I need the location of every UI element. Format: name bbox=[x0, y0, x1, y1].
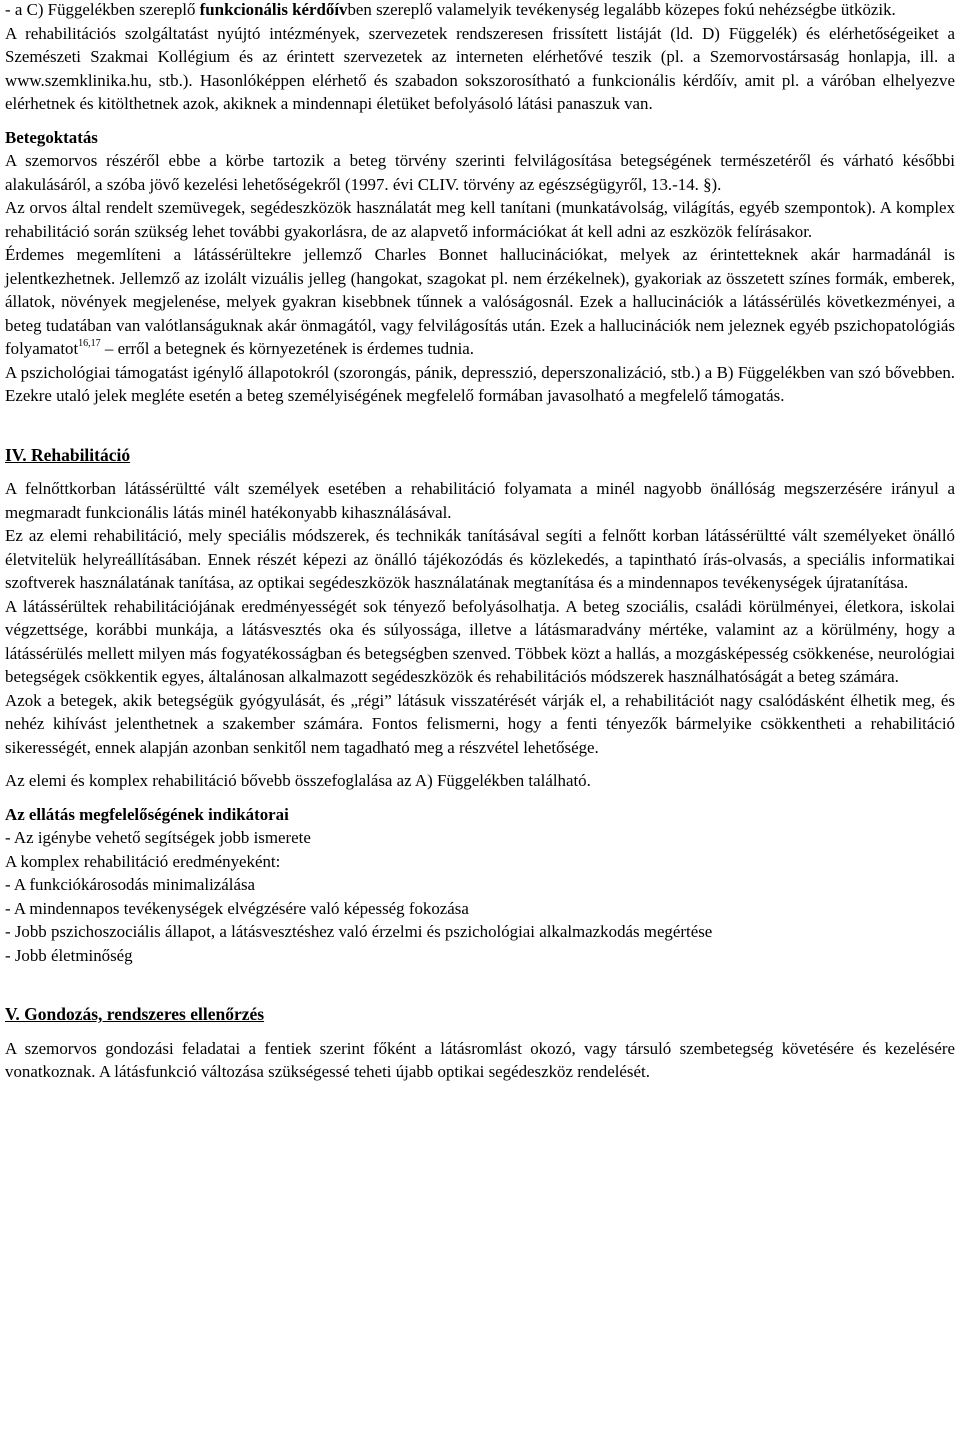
section-iv-p1: A felnőttkorban látássérültté vált személyek esetében a rehabilitáció folyamata a minél nagyobb önállóság megszerzésére irányul a megmaradt funkcionális látás minél hatékonyabb kihasználásával. bbox=[5, 479, 955, 522]
bullet-c bbox=[5, 0, 955, 22]
section-iv-heading: IV. Rehabilitáció bbox=[5, 444, 131, 465]
indicator-line: - A funkciókárosodás minimalizálása bbox=[5, 875, 256, 894]
bullet-c-prefix: - a C) Függelékben szereplő bbox=[5, 0, 200, 19]
betegoktatas-p2: Az orvos által rendelt szemüvegek, segédeszközök használatát meg kell tanítani (munkatávolság, világítás, egyéb szempontok). A komplex rehabilitáció során szükség lehet további gyakorlásra, de az alapvető információkat át kell adni az eszközök felírásakor. bbox=[5, 198, 955, 241]
section-iv-p3: A látássérültek rehabilitációjának eredményességét sok tényező befolyásolhatja. A beteg szociális, családi körülményei, életkora, iskolai végzettsége, korábbi munkája, a látásvesztés oka és súlyossága, illetve a látásmaradvány mértéke, valamint az a körülmény, hogy a látássérülés mellett milyen más fogyatékosságban és betegségben szenved. Többek közt a hallás, a mozgásképesség csökkenése, neurológiai betegségek csökkentik egyes, általánosan alkalmazott segédeszközök és rehabilitációs módszerek használhatóságát a beteg számára. bbox=[5, 596, 955, 686]
indicator-line: - Jobb pszichoszociális állapot, a látásvesztéshez való érzelmi és pszichológiai alkalmazkodás megértése bbox=[5, 922, 713, 941]
betegoktatas-p3-text: Érdemes megemlíteni a látássérültekre jellemző Charles Bonnet hallucinációkat, melyek az érintetteknek akár harmadánál is jelentkezhetnek. Jellemző az izolált vizuális jelleg (hangokat, szagokat pl. nem érzékelnek), gyakoriak az összetett színes formák, emberek, állatok, növények megjelenése, melyek gyakran kisebbnek tűnnek a valóságosnál. Ezek a hallucinációk a látássérülés következményei, a beteg tudatában van valótlanságuknak akár önmagától, vagy felvilágosítás után. Ezek a hallucinációk nem jeleznek egyéb pszichopatológiás folyamatot bbox=[5, 245, 955, 358]
betegoktatas-p3-tail: – erről a betegnek és környezetének is érdemes tudnia. bbox=[100, 339, 474, 358]
indicator-line: - Jobb életminőség bbox=[5, 945, 133, 965]
indicator-line: - A mindennapos tevékenységek elvégzésére való képesség fokozása bbox=[5, 898, 469, 918]
indicators-heading: Az ellátás megfelelőségének indikátorai bbox=[5, 804, 289, 824]
indicator-line: - Az igénybe vehető segítségek jobb ismerete bbox=[5, 828, 311, 847]
intro-paragraph: A rehabilitációs szolgáltatást nyújtó intézmények, szervezetek rendszeresen frissített listáját (ld. D) Függelék) és elérhetőségeiket a Szemészeti Szakmai Kollégium és az érintett szervezetek az interneten elérhetővé teszik (pl. a Szemorvostársaság honlapja, ill. a www.szemklinika.hu, stb.). Hasonlóképpen elérhető és szabadon sokszorosítható a funkcionális kérdőív, amit pl. a váróban elhelyezve elérhetnek és kitölthetnek azok, akiknek a mindennapi életüket befolyásoló látási panaszuk van. bbox=[5, 23, 955, 113]
section-v-p1: A szemorvos gondozási feladatai a fentiek szerint főként a látásromlást okozó, vagy társuló szembetegség követésére és kezelésére vonatkoznak. A látásfunkció változása szükségessé teheti újabb optikai segédeszköz rendelését. bbox=[5, 1038, 955, 1081]
betegoktatas-p4: A pszichológiai támogatást igénylő állapotokról (szorongás, pánik, depresszió, deperszonalizáció, stb.) a B) Függelékben van szó bővebben. Ezekre utaló jelek megléte esetén a beteg személyiségének megfelelő formában javasolható a megfelelő támogatás. bbox=[5, 362, 955, 405]
document-page bbox=[5, 0, 955, 1084]
betegoktatas-heading: Betegoktatás bbox=[5, 127, 98, 147]
betegoktatas-p3 bbox=[5, 243, 955, 361]
section-iv-p5: Az elemi és komplex rehabilitáció bővebb összefoglalása az A) Függelékben található. bbox=[5, 771, 591, 790]
section-v-heading: V. Gondozás, rendszeres ellenőrzés bbox=[5, 1004, 265, 1024]
indicator-line: A komplex rehabilitáció eredményeként: bbox=[5, 851, 281, 871]
bullet-c-suffix: ben szereplő valamelyik tevékenység legalább közepes fokú nehézségbe ütközik. bbox=[347, 0, 896, 19]
bullet-c-bold: funkcionális kérdőív bbox=[199, 0, 348, 19]
betegoktatas-p1: A szemorvos részéről ebbe a körbe tartozik a beteg törvény szerinti felvilágosítása betegségének természetéről és várható későbbi alakulásáról, a szóba jövő kezelési lehetőségekről (1997. évi CLIV. törvény az egészségügyről, 13.-14. §). bbox=[5, 151, 955, 194]
section-iv-p2: Ez az elemi rehabilitáció, mely speciális módszerek, és technikák tanításával segíti a felnőtt korban látássérültté vált személyeket önálló életvitelük helyreállításában. Ennek részét képezi az önálló tájékozódás és közlekedés, a tapintható írás-olvasás, a speciális informatikai szoftverek használatának tanítása, az optikai segédeszközök használatának megtanítása és a mindennapos tevékenységek újratanítása. bbox=[5, 526, 955, 592]
section-iv-p4: Azok a betegek, akik betegségük gyógyulását, és „régi” látásuk visszatérését várják el, a rehabilitációt nagy csalódásként élhetik meg, és nehéz kihívást jelenthetnek a szakember számára. Fontos felismerni, hogy a fenti tényezők bármelyike csökkentheti a rehabilitáció sikerességét, ennek alapján azonban senkitől nem tagadható meg a részvétel lehetősége. bbox=[5, 690, 955, 757]
footnote-reference: 16,17 bbox=[78, 338, 101, 349]
